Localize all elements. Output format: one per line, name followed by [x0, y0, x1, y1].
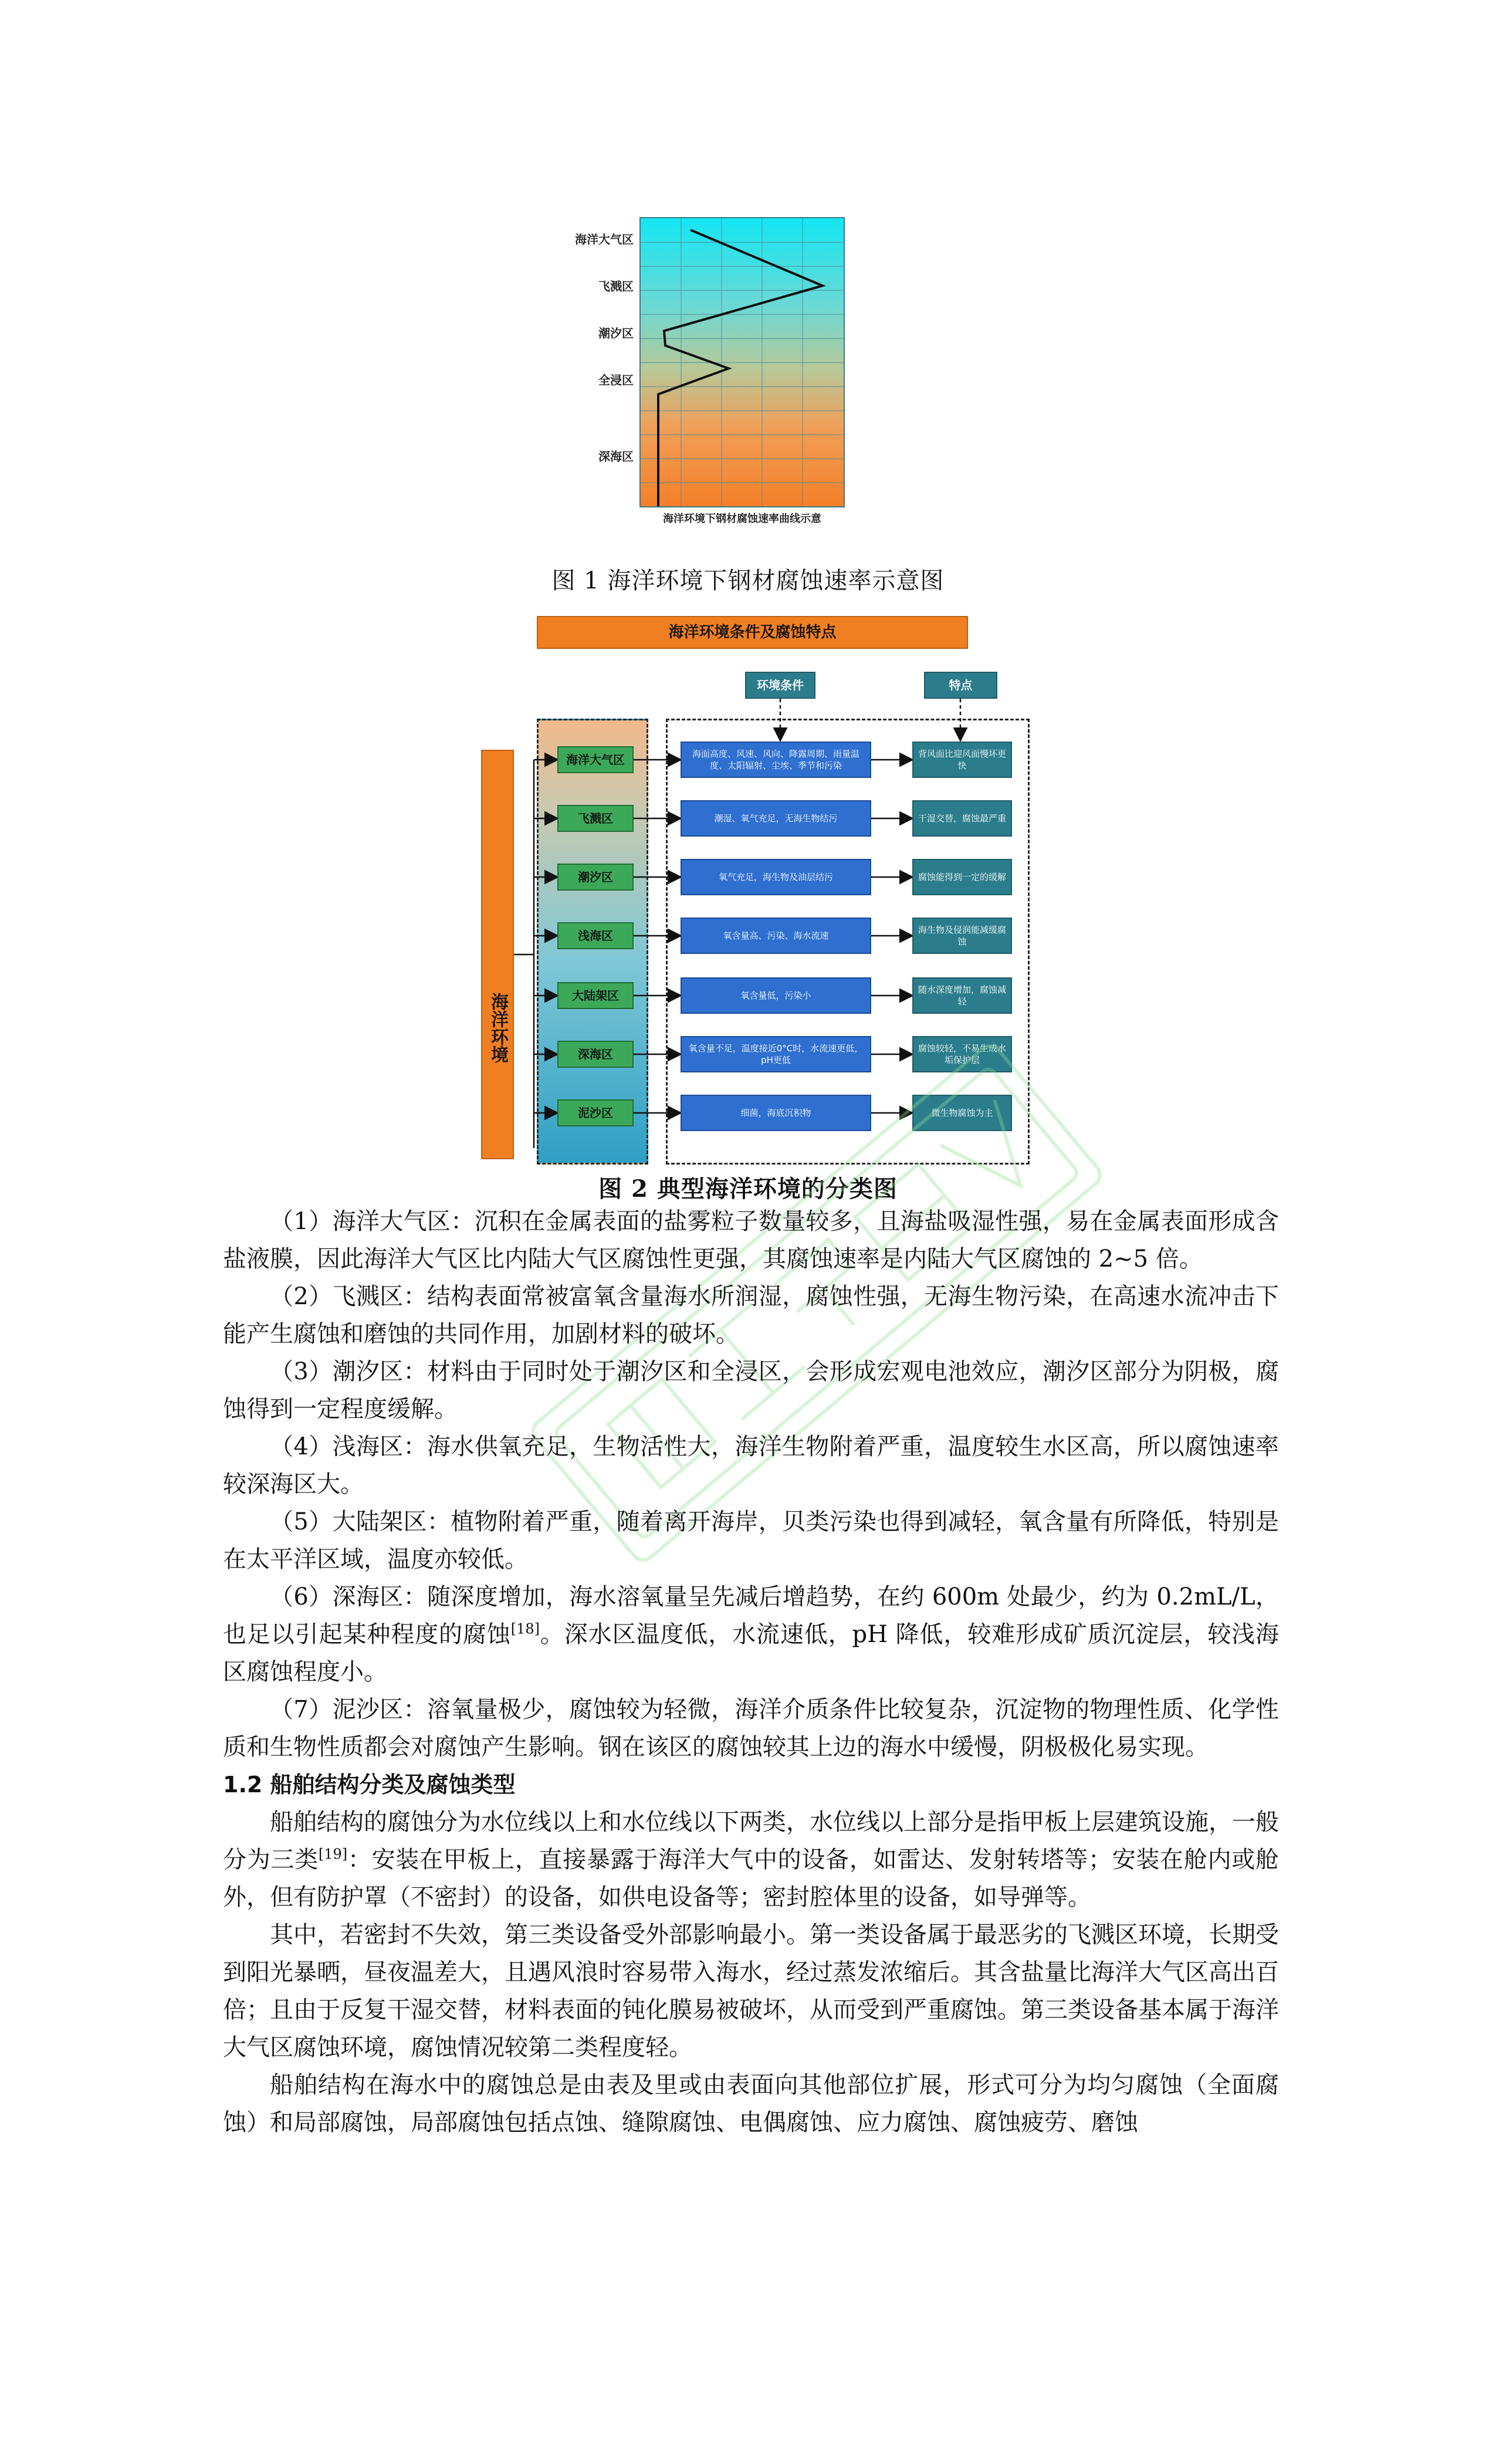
corrosion-rate-plot — [639, 217, 845, 507]
paragraph-tidal: （3）潮汐区：材料由于同时处于潮汐区和全浸区，会形成宏观电池效应，潮汐区部分为阴极，腐蚀得到一定程度缓解。 — [223, 1358, 1279, 1423]
figure-1-caption: 图 1 海洋环境下钢材腐蚀速率示意图 — [551, 567, 945, 594]
paragraph-corrosion-forms: 船舶结构在海水中的腐蚀总是由表及里或由表面向其他部位扩展，形式可分为均匀腐蚀（全面腐蚀）和局部腐蚀，局部腐蚀包括点蚀、缝隙腐蚀、电偶腐蚀、应力腐蚀、腐蚀疲劳、磨蚀 — [223, 2072, 1279, 2136]
zone-deepsea: 深海区 — [557, 1041, 634, 1068]
zone-mud: 泥沙区 — [557, 1099, 634, 1126]
paragraph-atmosphere: （1）海洋大气区：沉积在金属表面的盐雾粒子数量较多，且海盐吸湿性强，易在金属表面形成含盐液膜，因此海洋大气区比内陆大气区腐蚀性更强，其腐蚀速率是内陆大气区腐蚀的 2~5 倍。 — [223, 1208, 1279, 1272]
zone-label-splash: 飞溅区 — [598, 279, 634, 293]
paragraph-ship-structure-part-2: ：安装在甲板上，直接暴露于海洋大气中的设备，如雷达、发射转塔等；安装在舱内或舱外，但有防护罩（不密封）的设备，如供电设备等；密封腔体里的设备，如导弹等。 — [223, 1846, 1279, 1911]
figure-2-title: 海洋环境条件及腐蚀特点 — [537, 616, 968, 649]
figure-2-caption: 图 2 典型海洋环境的分类图 — [598, 1175, 898, 1203]
condition-atmosphere: 海面高度、风速、风向、降露周期、雨量温度、太阳辐射、尘埃、季节和污染 — [681, 742, 871, 778]
header-conditions: 环境条件 — [745, 672, 815, 699]
paragraph-equipment-classes: 其中，若密封不失效，第三类设备受外部影响最小。第一类设备属于最恶劣的飞溅区环境，长期受到阳光暴晒，昼夜温差大，且遇风浪时容易带入海水，经过蒸发浓缩后。其含盐量比海洋大气区高出百倍；且由于反复干湿交替，材料表面的钝化膜易被破坏，从而受到严重腐蚀。第三类设备基本属于海洋大气区腐蚀环境，腐蚀情况较第二类程度轻。 — [223, 1921, 1279, 2061]
feature-continental-shelf: 随水深度增加，腐蚀减轻 — [912, 977, 1012, 1014]
zone-label-tidal: 潮汐区 — [598, 326, 634, 340]
feature-shallow: 海生物及侵润能减缓腐蚀 — [912, 918, 1012, 954]
feature-atmosphere: 背风面比迎风面慢坏更快 — [912, 742, 1012, 778]
body-text — [223, 1203, 1279, 2141]
paragraph-ship-structure-part-1: 船舶结构的腐蚀分为水位线以上和水位线以下两类，水位线以上部分是指甲板上层建筑设施，一般分为三类 — [223, 1809, 1279, 1873]
figure-1-inner-caption: 海洋环境下钢材腐蚀速率曲线示意 — [663, 513, 821, 525]
paragraph-continental-shelf: （5）大陆架区：植物附着严重，随着离开海岸，贝类污染也得到减轻，氧含量有所降低，特别是在太平洋区域，温度亦较低。 — [223, 1508, 1279, 1573]
marine-environment-label: 海洋环境 — [481, 750, 514, 1159]
section-heading: 1.2 船舶结构分类及腐蚀类型 — [223, 1772, 516, 1798]
zone-atmosphere: 海洋大气区 — [557, 746, 634, 773]
paragraph-deepsea-part-2: 。深水区温度低，水流速低，pH 降低，较难形成矿质沉淀层，较浅海区腐蚀程度小。 — [223, 1621, 1280, 1685]
zone-continental-shelf: 大陆架区 — [557, 982, 634, 1009]
zone-shallow: 浅海区 — [557, 922, 634, 949]
condition-splash: 潮湿、氧气充足，无海生物结污 — [681, 800, 871, 837]
zone-splash: 飞溅区 — [557, 805, 634, 832]
zone-tidal: 潮汐区 — [557, 864, 634, 891]
figure-1 — [551, 217, 892, 534]
paragraph-mud: （7）泥沙区：溶氧量极少，腐蚀较为轻微，海洋介质条件比较复杂，沉淀物的物理性质、化学性质和生物性质都会对腐蚀产生影响。钢在该区的腐蚀较其上边的海水中缓慢，阴极极化易实现。 — [223, 1696, 1279, 1761]
citation-18: [18] — [510, 1620, 540, 1637]
paragraph-deepsea-part-1: （6）深海区：随深度增加，海水溶氧量呈先减后增趋势，在约 600m 处最少，约为 0.2mL/L，也足以引起某种程度的腐蚀 — [223, 1583, 1279, 1648]
zone-label-deepsea: 深海区 — [598, 449, 634, 463]
feature-mud: 微生物腐蚀为主 — [912, 1095, 1012, 1131]
paragraph-shallow: （4）浅海区：海水供氧充足，生物活性大，海洋生物附着严重，温度较生水区高，所以腐蚀速率较深海区大。 — [223, 1433, 1279, 1498]
condition-continental-shelf: 氧含量低，污染小 — [681, 977, 871, 1014]
citation-19: [19] — [318, 1846, 348, 1863]
condition-shallow: 氧含量高、污染、海水流速 — [681, 918, 871, 954]
feature-splash: 干湿交替，腐蚀最严重 — [912, 800, 1012, 837]
header-features: 特点 — [924, 672, 997, 699]
paragraph-ship-structure — [223, 1803, 1279, 1916]
feature-deepsea: 腐蚀较轻，不易生成水垢保护层 — [912, 1036, 1012, 1072]
paragraph-deepsea — [223, 1578, 1279, 1691]
feature-tidal: 腐蚀能得到一定的缓解 — [912, 859, 1012, 895]
zone-label-atmosphere: 海洋大气区 — [575, 232, 634, 246]
zone-label-immersion: 全浸区 — [598, 373, 634, 387]
condition-deepsea: 氧含量不足，温度接近0°C时，水流速更低，pH更低 — [681, 1036, 871, 1072]
paragraph-splash: （2）飞溅区：结构表面常被富氧含量海水所润湿，腐蚀性强，无海生物污染，在高速水流冲击下能产生腐蚀和磨蚀的共同作用，加剧材料的破坏。 — [223, 1283, 1279, 1348]
corrosion-rate-curve — [658, 230, 823, 506]
condition-tidal: 氧气充足，海生物及油层结污 — [681, 859, 871, 895]
plot-grid — [641, 218, 844, 506]
figure-2 — [481, 616, 1033, 1144]
condition-mud: 细菌，海底沉积物 — [681, 1095, 871, 1131]
